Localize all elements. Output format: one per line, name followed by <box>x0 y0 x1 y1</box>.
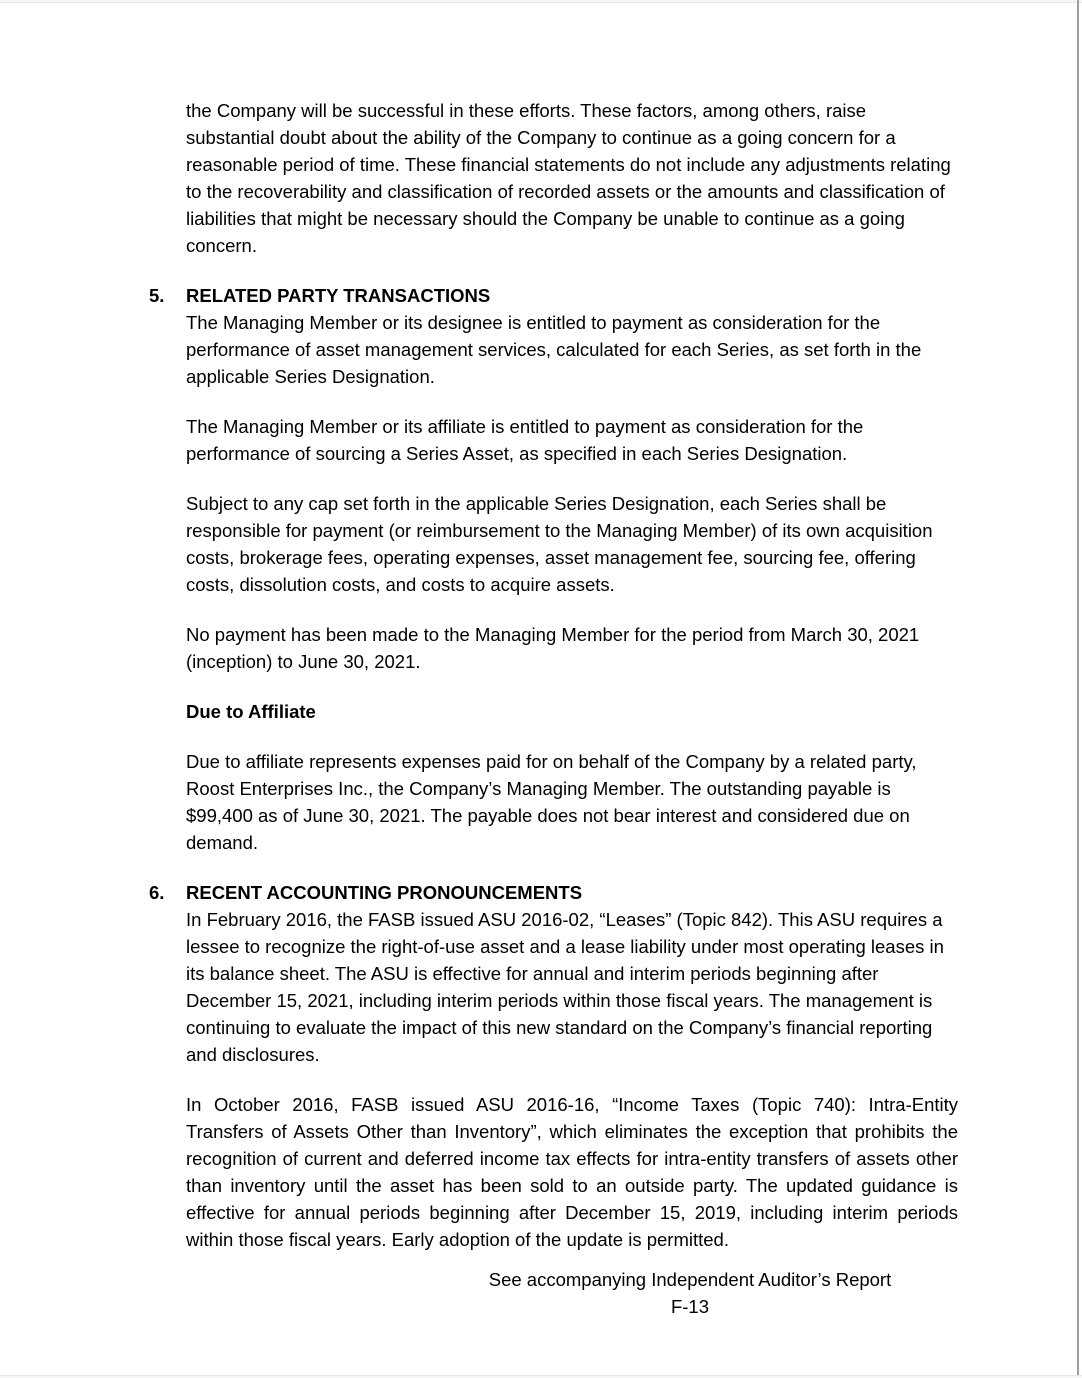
going-concern-continuation-paragraph: the Company will be successful in these efforts. These factors, among others, raise substantial doubt about the ability of the Company to continue as a going concern for a reasonable period of time. These financial statements do not include any adjustments relating to the recoverability and classification of recorded assets or the amounts and classification of liabilities that might be necessary should the Company be unable to continue as a going concern. <box>186 100 951 256</box>
page-right-edge-line <box>1077 0 1079 1378</box>
footer-page-number: F-13 <box>670 1296 710 1317</box>
section-related-party-transactions <box>149 282 958 856</box>
section-number: 5. <box>149 285 165 306</box>
page-footer <box>149 1266 1082 1320</box>
footer-auditor-report-note: See accompanying Independent Auditor’s Report <box>488 1269 892 1290</box>
page-top-separator <box>0 0 1082 3</box>
section-title-recent-accounting-pronouncements: RECENT ACCOUNTING PRONOUNCEMENTS <box>186 882 583 903</box>
paragraph-asu-2016-02-leases: In February 2016, the FASB issued ASU 2016-02, “Leases” (Topic 842). This ASU requires a lessee to recognize the right-of-use asset and a lease liability under most operating leases in its balance sheet. The ASU is effective for annual and interim periods beginning after December 15, 2021, including interim periods within those fiscal years. The management is continuing to evaluate the impact of this new standard on the Company’s financial reporting and disclosures. <box>186 909 944 1065</box>
paragraph-due-to-affiliate: Due to affiliate represents expenses paid for on behalf of the Company by a related party, Roost Enterprises Inc., the Company’s Managing Member. The outstanding payable is $99,400 as of June 30, 2021. The payable does not bear interest and considered due on demand. <box>186 751 917 853</box>
paragraph-asu-2016-16-income-taxes: In October 2016, FASB issued ASU 2016-16, “Income Taxes (Topic 740): Intra-Entity Transfers of Assets Other than Inventory”, which eliminates the exception that prohibits the recognition of current and deferred income tax effects for intra-entity transfers of assets other than inventory until the asset has been sold to an outside party. The updated guidance is effective for annual periods beginning after December 15, 2019, including interim periods within those fiscal years. Early adoption of the update is permitted. <box>186 1094 958 1250</box>
paragraph-asset-management-fee: The Managing Member or its designee is entitled to payment as consideration for the performance of asset management services, calculated for each Series, as set forth in the applicable Series Designation. <box>186 312 922 387</box>
section-title-related-party-transactions: RELATED PARTY TRANSACTIONS <box>186 285 491 306</box>
paragraph-sourcing-fee: The Managing Member or its affiliate is entitled to payment as consideration for the performance of sourcing a Series Asset, as specified in each Series Designation. <box>186 416 864 464</box>
subheading-due-to-affiliate: Due to Affiliate <box>186 701 316 722</box>
section-number: 6. <box>149 882 165 903</box>
paragraph-series-costs: Subject to any cap set forth in the applicable Series Designation, each Series shall be responsible for payment (or reimbursement to the Managing Member) of its own acquisition costs, brokerage fees, operating expenses, asset management fee, sourcing fee, offering costs, dissolution costs, and costs to acquire assets. <box>186 493 933 595</box>
paragraph-no-payment: No payment has been made to the Managing Member for the period from March 30, 2021 (inception) to June 30, 2021. <box>186 624 920 672</box>
section-recent-accounting-pronouncements <box>149 879 958 1253</box>
